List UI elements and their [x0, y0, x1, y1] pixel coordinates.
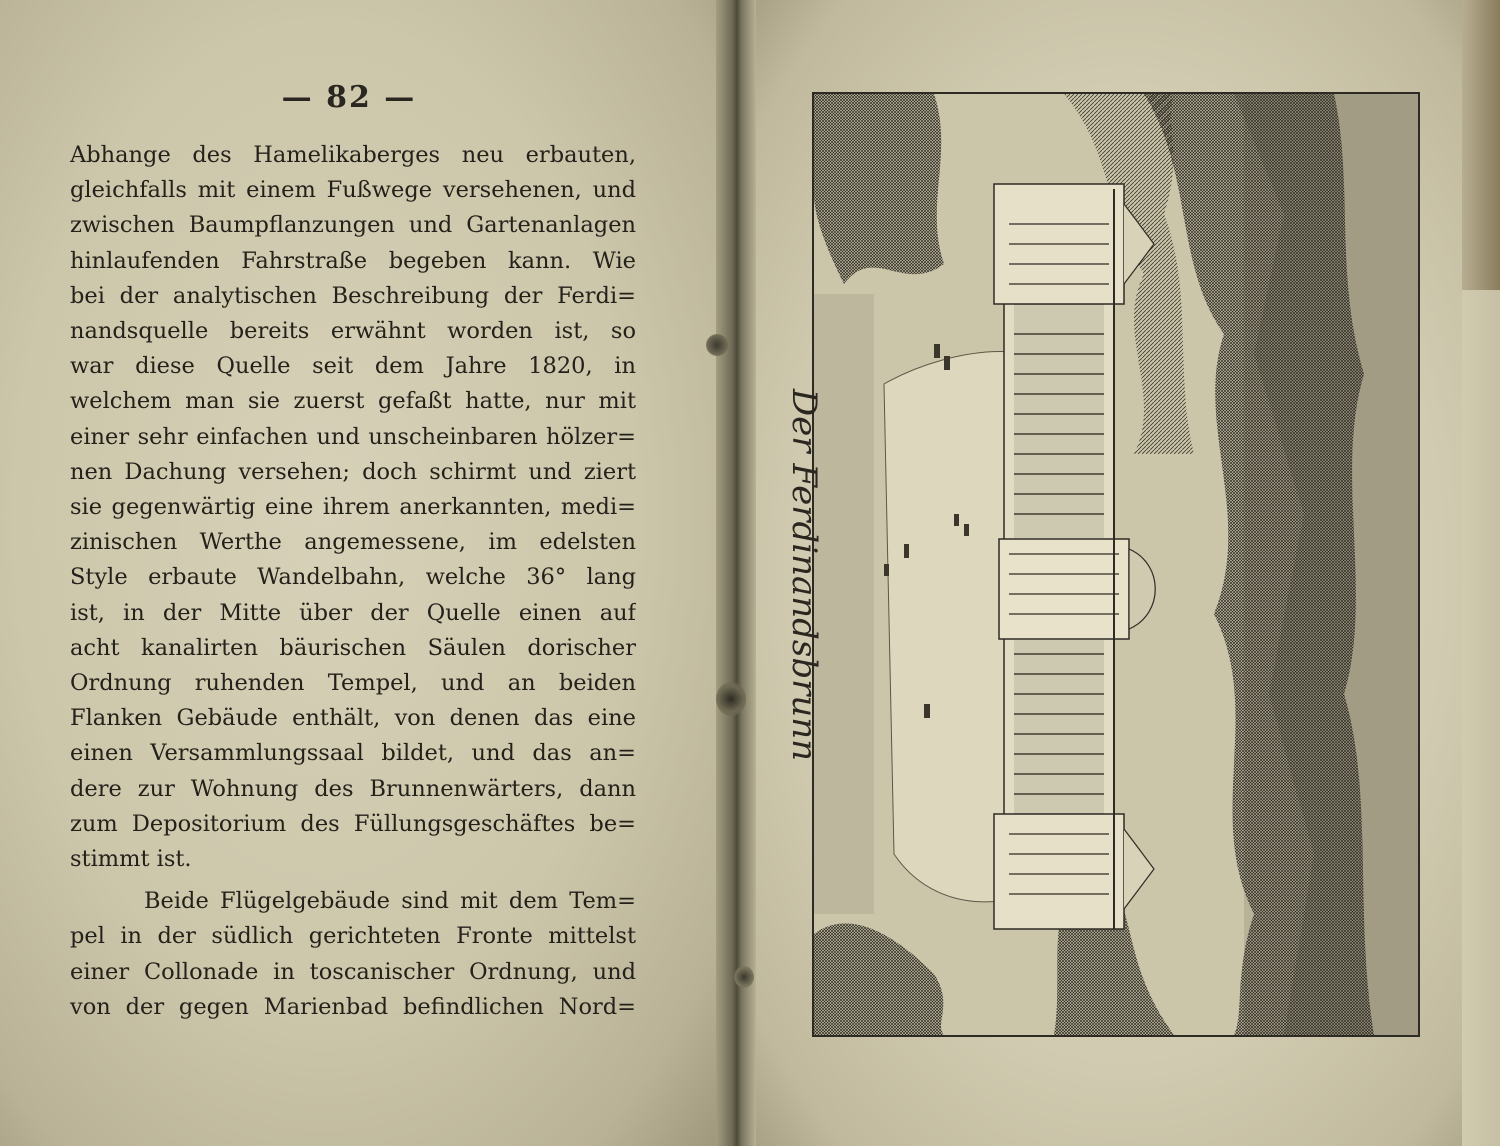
text-line: bei der analytischen Beschreibung der Ferdi=: [70, 282, 636, 309]
text-line: nen Dachung versehen; doch schirmt und ziert: [70, 458, 636, 485]
engraving-plate: [812, 92, 1420, 1037]
page-edge: [1462, 0, 1500, 290]
plate-caption: Der Ferdinandsbrunn: [784, 388, 824, 762]
text-line: von der gegen Marienbad befindlichen Nord=: [70, 993, 636, 1020]
text-line: einen Versammlungssaal bildet, und das an=: [70, 740, 636, 767]
text-line: Style erbaute Wandelbahn, welche 36° lang: [70, 564, 636, 591]
text-line: Ordnung ruhenden Tempel, und an beiden: [70, 670, 636, 697]
page-number: — 82 —: [281, 80, 417, 115]
binding-hole: [716, 682, 746, 716]
page-edge-lower: [1462, 290, 1500, 1146]
text-line: zum Depositorium des Füllungsgeschäftes be=: [70, 810, 636, 837]
page-body-text: [70, 138, 636, 1025]
text-line: welchem man sie zuerst gefaßt hatte, nur mit: [70, 388, 636, 415]
text-line: ist, in der Mitte über der Quelle einen auf: [70, 599, 636, 626]
text-line: nandsquelle bereits erwähnt worden ist, so: [70, 318, 636, 345]
binding-hole: [734, 966, 754, 988]
text-line: sie gegenwärtig eine ihrem anerkannten, medi=: [70, 494, 636, 521]
text-line: dere zur Wohnung des Brunnenwärters, dann: [70, 775, 636, 802]
text-line: Abhange des Hamelikaberges neu erbauten,: [70, 142, 636, 168]
text-line: stimmt ist.: [70, 846, 192, 873]
binding-hole: [706, 334, 728, 356]
text-line: einer Collonade in toscanischer Ordnung, und: [70, 958, 636, 985]
text-line: pel in der südlich gerichteten Fronte mittelst: [70, 923, 636, 950]
text-line: Flanken Gebäude enthält, von denen das eine: [70, 705, 636, 732]
text-line: einer sehr einfachen und unscheinbaren hölzer=: [70, 423, 636, 450]
text-line: gleichfalls mit einem Fußwege versehenen, und: [70, 177, 636, 204]
text-line: hinlaufenden Fahrstraße begeben kann. Wie: [70, 247, 636, 274]
text-line: Beide Flügelgebäude sind mit dem Tem=: [144, 888, 636, 915]
text-line: acht kanalirten bäurischen Säulen dorischer: [70, 634, 636, 661]
text-line: zinischen Werthe angemessene, im edelsten: [70, 529, 636, 556]
text-line: zwischen Baumpflanzungen und Gartenanlagen: [70, 212, 636, 239]
text-line: war diese Quelle seit dem Jahre 1820, in: [70, 353, 636, 380]
engraving-illustration: [814, 94, 1418, 1035]
